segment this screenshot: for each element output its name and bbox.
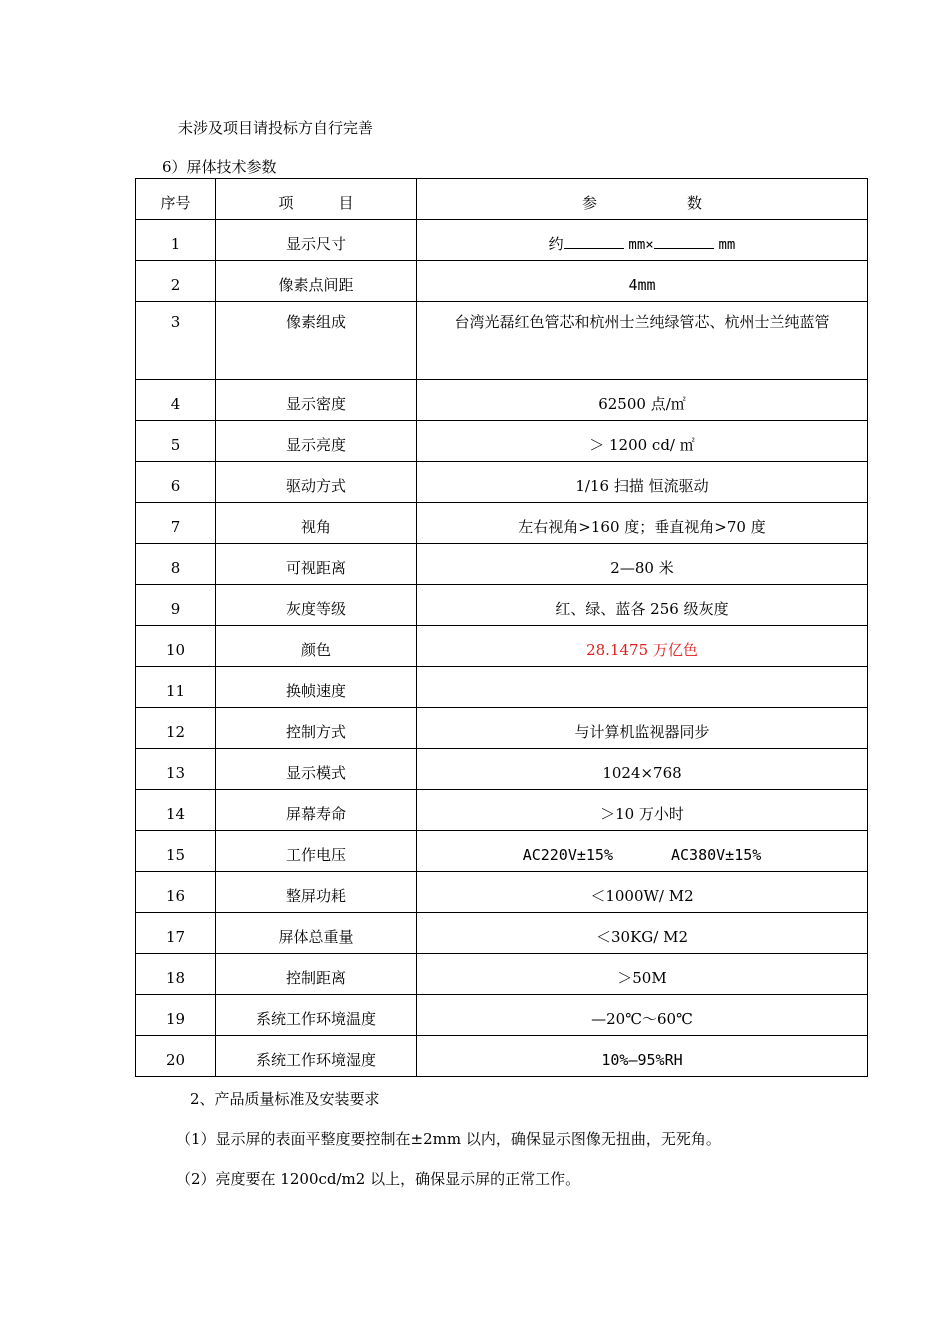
row-item: 驱动方式 bbox=[216, 462, 417, 503]
row-param: 红、绿、蓝各 256 级灰度 bbox=[417, 585, 868, 626]
row-item: 像素组成 bbox=[216, 302, 417, 380]
row-param: ＞ 1200 cd/ ㎡ bbox=[417, 421, 868, 462]
row-param: ＞50M bbox=[417, 954, 868, 995]
row-no: 19 bbox=[136, 995, 216, 1036]
row-param bbox=[417, 831, 868, 872]
row-param: 4mm bbox=[417, 261, 868, 302]
row-no: 2 bbox=[136, 261, 216, 302]
table-row bbox=[136, 261, 868, 302]
row-item: 颜色 bbox=[216, 626, 417, 667]
row-no: 3 bbox=[136, 302, 216, 380]
row-param: ＜30KG/ M2 bbox=[417, 913, 868, 954]
row-no: 7 bbox=[136, 503, 216, 544]
row-no: 6 bbox=[136, 462, 216, 503]
table-row bbox=[136, 790, 868, 831]
row-param: 1024×768 bbox=[417, 749, 868, 790]
row-param: —20℃～60℃ bbox=[417, 995, 868, 1036]
row-param: 台湾光磊红色管芯和杭州士兰纯绿管芯、杭州士兰纯蓝管 bbox=[417, 302, 868, 380]
row-item: 显示尺寸 bbox=[216, 220, 417, 261]
row-no: 14 bbox=[136, 790, 216, 831]
row-param: 10%—95%RH bbox=[417, 1036, 868, 1077]
section2-title: 2、产品质量标准及安装要求 bbox=[190, 1090, 380, 1108]
row-item: 工作电压 bbox=[216, 831, 417, 872]
intro-text: 未涉及项目请投标方自行完善 bbox=[178, 119, 374, 137]
row-no: 17 bbox=[136, 913, 216, 954]
table-row bbox=[136, 380, 868, 421]
row-item: 像素点间距 bbox=[216, 261, 417, 302]
voltage-380: AC380V±15% bbox=[671, 846, 762, 864]
table-row bbox=[136, 302, 868, 380]
row-item: 控制方式 bbox=[216, 708, 417, 749]
table-row bbox=[136, 872, 868, 913]
row-no: 20 bbox=[136, 1036, 216, 1077]
row-no: 13 bbox=[136, 749, 216, 790]
row-item: 整屏功耗 bbox=[216, 872, 417, 913]
table-row bbox=[136, 421, 868, 462]
table-header-row bbox=[136, 179, 868, 220]
table-row bbox=[136, 220, 868, 261]
row-param-highlight: 28.1475 万亿色 bbox=[417, 626, 868, 667]
header-no: 序号 bbox=[136, 179, 216, 220]
row-param: 与计算机监视器同步 bbox=[417, 708, 868, 749]
voltage-220: AC220V±15% bbox=[522, 846, 613, 864]
row-param: ＜1000W/ M2 bbox=[417, 872, 868, 913]
row-param: 62500 点/㎡ bbox=[417, 380, 868, 421]
table-row bbox=[136, 626, 868, 667]
table-row bbox=[136, 708, 868, 749]
param-prefix: 约 bbox=[548, 234, 564, 253]
table-row bbox=[136, 749, 868, 790]
table-row bbox=[136, 585, 868, 626]
table-row bbox=[136, 503, 868, 544]
row-item: 屏幕寿命 bbox=[216, 790, 417, 831]
requirement-2: （2）亮度要在 1200cd/m2 以上，确保显示屏的正常工作。 bbox=[176, 1170, 581, 1188]
row-no: 16 bbox=[136, 872, 216, 913]
table-row bbox=[136, 544, 868, 585]
row-item: 视角 bbox=[216, 503, 417, 544]
row-no: 11 bbox=[136, 667, 216, 708]
param-unit: mm bbox=[718, 236, 736, 253]
row-item: 显示密度 bbox=[216, 380, 417, 421]
row-param: 2—80 米 bbox=[417, 544, 868, 585]
param-unit: mm× bbox=[628, 236, 654, 253]
row-param bbox=[417, 667, 868, 708]
row-item: 系统工作环境湿度 bbox=[216, 1036, 417, 1077]
blank-field bbox=[564, 234, 624, 249]
row-item: 显示模式 bbox=[216, 749, 417, 790]
table-row bbox=[136, 913, 868, 954]
header-param: 参 数 bbox=[417, 179, 868, 220]
blank-field bbox=[654, 234, 714, 249]
table-row bbox=[136, 1036, 868, 1077]
row-param: ＞10 万小时 bbox=[417, 790, 868, 831]
row-no: 18 bbox=[136, 954, 216, 995]
header-item: 项 目 bbox=[216, 179, 417, 220]
row-item: 换帧速度 bbox=[216, 667, 417, 708]
row-no: 9 bbox=[136, 585, 216, 626]
table-row bbox=[136, 462, 868, 503]
row-param: 1/16 扫描 恒流驱动 bbox=[417, 462, 868, 503]
row-item: 显示亮度 bbox=[216, 421, 417, 462]
section-title: 6）屏体技术参数 bbox=[162, 158, 277, 176]
row-item: 灰度等级 bbox=[216, 585, 417, 626]
table-row bbox=[136, 954, 868, 995]
row-item: 系统工作环境温度 bbox=[216, 995, 417, 1036]
table-row bbox=[136, 667, 868, 708]
row-item: 控制距离 bbox=[216, 954, 417, 995]
row-no: 15 bbox=[136, 831, 216, 872]
row-no: 1 bbox=[136, 220, 216, 261]
table-row bbox=[136, 995, 868, 1036]
row-no: 10 bbox=[136, 626, 216, 667]
row-no: 12 bbox=[136, 708, 216, 749]
row-item: 可视距离 bbox=[216, 544, 417, 585]
row-param bbox=[417, 220, 868, 261]
requirement-1: （1）显示屏的表面平整度要控制在±2mm 以内，确保显示图像无扭曲，无死角。 bbox=[176, 1130, 721, 1148]
row-no: 8 bbox=[136, 544, 216, 585]
row-no: 5 bbox=[136, 421, 216, 462]
row-item: 屏体总重量 bbox=[216, 913, 417, 954]
table-row bbox=[136, 831, 868, 872]
spec-table bbox=[135, 178, 868, 1077]
row-no: 4 bbox=[136, 380, 216, 421]
row-param: 左右视角>160 度；垂直视角>70 度 bbox=[417, 503, 868, 544]
